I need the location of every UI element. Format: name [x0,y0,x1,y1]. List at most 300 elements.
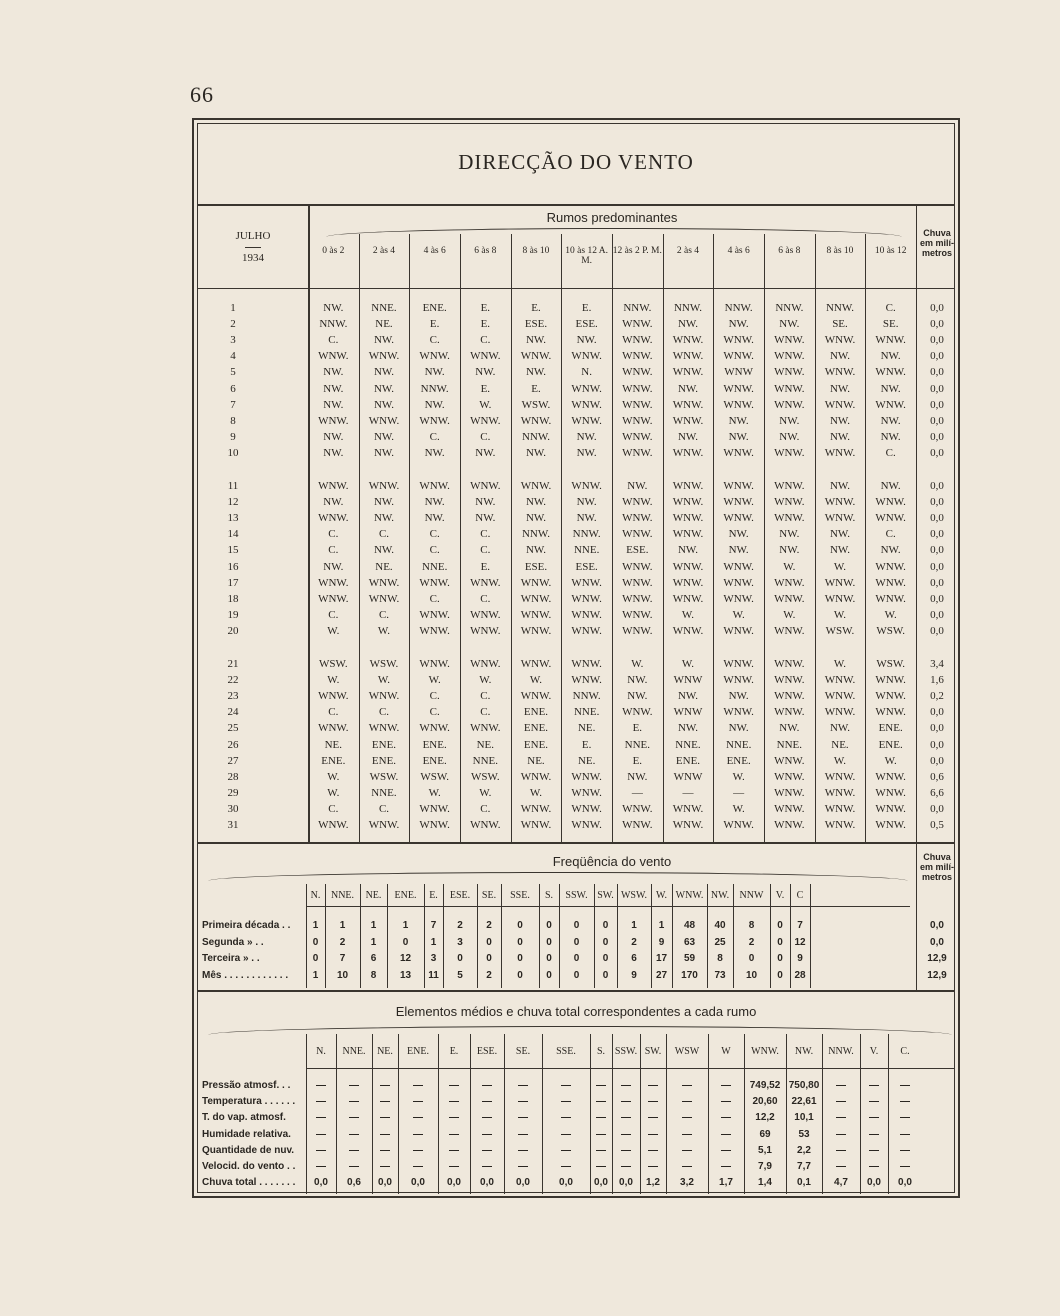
freq-cell: 6 [370,953,377,964]
rain-cell: 0,0 [930,382,944,395]
freq-column-header: W. [655,890,668,901]
direction-cell: NW. [576,334,597,347]
direction-cell: NW. [880,382,901,395]
rain-cell: 0,0 [930,722,944,735]
direction-cell: NW. [373,382,395,395]
element-cell: 0,0 [559,1177,573,1189]
element-cell: — [682,1161,692,1172]
direction-cell: WNW. [571,770,602,783]
freq-cell: 1 [370,920,377,931]
direction-cell: WNW. [875,366,906,379]
direction-cell: NNW. [521,528,550,541]
element-cell: 20,60 [752,1096,778,1108]
direction-cell: WSW. [876,658,905,670]
direction-cell: NW. [323,302,344,314]
element-column-header: E. [449,1046,459,1057]
element-cell: 0,0 [447,1177,461,1189]
direction-cell: WNW. [368,592,400,605]
element-cell: — [621,1144,631,1156]
direction-cell: W. [479,674,492,687]
freq-cell: 0 [517,920,523,931]
direction-cell: W. [631,658,644,670]
direction-cell: E. [480,382,491,395]
direction-cell: WNW. [368,722,400,735]
direction-cell: C. [480,528,491,541]
direction-cell: WNW. [318,480,349,492]
freq-row-label: Mês . . . . . . . . . . . . [202,969,289,981]
direction-cell: WNW. [520,690,552,703]
element-cell: — [596,1128,606,1140]
direction-cell: WNW. [824,786,856,799]
element-column-header: NNW. [828,1046,854,1057]
direction-cell: WNW. [875,706,906,719]
direction-cell: NW. [323,366,344,379]
rain-cell: 0,0 [930,560,944,573]
element-cell: — [836,1144,846,1156]
element-cell: — [648,1128,658,1140]
direction-cell: NW. [677,318,699,331]
element-cell: 3,2 [680,1177,694,1189]
direction-cell: C. [480,544,491,557]
month-divider [245,247,261,248]
direction-cell: WNW. [470,350,501,363]
direction-cell: NW. [779,722,800,735]
element-column-header: NE. [377,1046,393,1057]
direction-cell: WNW. [774,770,805,783]
element-cell: — [721,1096,731,1108]
freq-cell: 0 [573,936,580,948]
direction-cell: C. [328,706,339,719]
direction-cell: WNW. [419,658,450,670]
direction-cell: NW. [728,544,749,557]
direction-cell: WNW. [672,334,704,347]
rain-cell: 0,0 [930,350,944,363]
freq-cell: 0 [602,920,609,931]
direction-cell: NW. [373,496,395,509]
direction-cell: WNW. [774,802,805,815]
direction-cell: WNW. [419,722,450,735]
direction-cell: C. [429,592,440,605]
direction-cell: ENE. [878,738,903,751]
direction-cell: WNW. [723,819,754,831]
element-cell: — [836,1112,846,1124]
direction-cell: WNW. [875,786,906,799]
element-cell: — [349,1080,359,1091]
freq-cell: 7 [797,920,803,931]
direction-cell: NW. [677,430,699,443]
direction-cell: NW. [779,544,800,557]
freq-cell: 11 [428,969,439,981]
direction-cell: WNW. [571,414,602,427]
direction-cell: WNW. [571,674,602,687]
direction-cell: WNW. [622,398,653,411]
direction-cell: — [682,786,694,799]
element-cell: 0,0 [516,1177,530,1189]
element-cell: — [648,1096,658,1108]
direction-cell: NW. [779,414,800,427]
element-column-header: SSE. [556,1046,576,1057]
direction-cell: WNW. [470,624,501,637]
direction-cell: NW. [525,496,547,509]
element-cell: 7,7 [797,1161,811,1172]
direction-cell: NE. [831,738,849,751]
direction-cell: NW. [373,544,395,557]
direction-cell: NNE. [776,738,802,751]
day-number: 21 [227,658,239,670]
direction-cell: WNW. [622,318,653,331]
direction-cell: C. [378,802,390,815]
direction-cell: NW. [424,366,445,379]
direction-cell: WNW. [622,802,653,815]
rain-header-2: Chuva em milí- metros [919,852,954,882]
direction-cell: WNW. [318,576,349,589]
direction-cell: W. [681,658,695,670]
freq-column-header: WNW. [675,890,704,901]
direction-cell: W. [529,674,543,687]
element-cell: 0,0 [867,1177,881,1189]
freq-cell: 0 [517,936,523,948]
direction-cell: WNW. [622,624,653,637]
element-cell: 7,9 [758,1161,772,1172]
element-cell: — [380,1112,390,1124]
element-cell: — [449,1144,459,1156]
freq-cell: 2 [339,936,346,948]
direction-cell: WNW. [318,350,349,363]
day-number: 15 [227,544,239,557]
column-header: 4 às 6 [727,246,750,256]
element-cell: — [482,1080,492,1091]
direction-cell: NW. [373,334,395,347]
direction-cell: NNE. [371,786,397,799]
direction-cell: NNW. [623,302,652,314]
freq-cell: 2 [486,920,492,931]
direction-cell: NW. [728,430,749,443]
rain-cell: 0,0 [930,592,944,605]
direction-cell: C. [429,544,440,557]
element-cell: — [518,1112,528,1124]
column-header: 6 às 8 [474,246,497,256]
day-number: 9 [230,430,236,443]
direction-cell: NW. [627,770,648,783]
direction-cell: W. [833,754,847,767]
day-number: 14 [227,528,239,541]
element-cell: 0,0 [480,1177,494,1189]
direction-cell: WNW. [672,528,704,541]
element-cell: — [721,1080,731,1091]
direction-cell: — [631,786,643,799]
direction-cell: WNW. [672,560,704,573]
direction-cell: WNW. [419,819,450,831]
direction-cell: WNW. [622,576,653,589]
direction-cell: NW. [627,674,648,687]
direction-cell: WNW. [520,819,552,831]
freq-cell: 1 [631,920,637,931]
direction-cell: WNW. [571,382,602,395]
direction-cell: WNW. [419,624,450,637]
direction-cell: WNW. [520,480,552,492]
element-cell: — [648,1112,658,1124]
direction-cell: WSW. [420,770,449,783]
direction-cell: WNW. [470,722,501,735]
direction-cell: WNW. [723,624,754,637]
freq-cell: 0 [312,936,319,948]
direction-cell: NW. [323,560,344,573]
direction-cell: WNW. [723,706,754,719]
element-cell: 5,1 [758,1144,772,1156]
direction-cell: WNW. [723,480,754,492]
direction-cell: WNW. [824,366,856,379]
freq-column-header: SSE. [510,890,530,901]
direction-cell: WNW [673,706,703,719]
direction-cell: WNW. [672,624,704,637]
direction-cell: WNW. [368,819,400,831]
element-column-header: NW. [794,1046,814,1057]
freq-cell: 0 [312,953,319,964]
direction-cell: C. [429,334,440,347]
element-cell: — [596,1096,606,1108]
rain-header-1: Chuva em milí- metros [919,228,954,258]
element-cell: — [482,1096,492,1108]
element-cell: 0,0 [411,1177,425,1189]
element-cell: — [380,1096,390,1108]
element-cell: — [518,1161,528,1172]
direction-cell: C. [885,446,896,459]
freq-cell: 2 [748,936,755,948]
rain-cell: 0,0 [930,446,944,459]
element-cell: 22,61 [791,1096,817,1108]
direction-cell: WNW. [875,560,906,573]
element-cell: — [869,1128,879,1140]
direction-cell: WNW [724,366,754,379]
direction-cell: NW. [576,430,597,443]
element-column-header: WNW. [751,1046,779,1057]
direction-cell: W. [529,786,543,799]
element-cell: — [648,1144,658,1156]
direction-cell: NW. [323,446,344,459]
element-cell: — [518,1096,528,1108]
element-cell: — [721,1128,731,1140]
direction-cell: WNW. [571,576,602,589]
direction-cell: W. [833,658,847,670]
freq-cell: 170 [681,969,698,981]
day-number: 24 [227,706,239,719]
direction-cell: WNW. [723,560,754,573]
element-cell: — [380,1144,390,1156]
direction-cell: W. [833,608,847,621]
elements-brace [208,1026,952,1035]
direction-cell: ENE. [726,754,751,767]
direction-cell: ENE. [878,722,903,735]
direction-cell: WNW. [723,496,754,509]
table-inner [197,123,955,1193]
direction-cell: ESE. [524,318,548,331]
direction-cell: WNW. [774,334,805,347]
direction-cell: WNW. [672,802,704,815]
table-frame [192,118,960,1198]
freq-cell: 0 [602,969,609,981]
direction-cell: SE. [832,318,848,331]
direction-cell: WNW. [875,819,906,831]
direction-cell: NW. [323,430,344,443]
direction-cell: W. [884,608,897,621]
element-cell: — [316,1080,326,1091]
element-cell: — [682,1128,692,1140]
element-cell: 0,6 [347,1177,361,1189]
direction-cell: WNW. [622,560,653,573]
direction-cell: NNW. [775,302,804,314]
freq-cell: 0 [602,953,609,964]
direction-cell: WNW. [723,334,754,347]
direction-cell: NE. [527,754,545,767]
element-cell: — [561,1096,571,1108]
direction-cell: WNW. [774,754,805,767]
element-cell: — [413,1096,423,1108]
direction-cell: NW. [525,366,547,379]
rain-cell: 0,0 [930,496,944,509]
direction-cell: W. [833,560,847,573]
direction-cell: NW. [728,690,749,703]
freq-column-header: S. [544,890,554,901]
element-cell: — [561,1128,571,1140]
direction-cell: NW. [525,544,547,557]
rain-cell: 0,0 [930,430,944,443]
freq-cell: 10 [336,969,349,981]
direction-cell: C. [378,608,390,621]
element-column-header: SW. [644,1046,662,1057]
direction-cell: C. [378,706,390,719]
direction-cell: NW. [475,496,496,509]
direction-cell: WNW. [571,350,602,363]
element-cell: — [518,1080,528,1091]
direction-cell: WNW. [672,576,704,589]
direction-cell: NW. [373,398,395,411]
direction-cell: WSW. [319,658,348,670]
day-number: 17 [227,576,239,589]
direction-cell: WNW. [723,658,754,670]
freq-cell: 1 [658,920,665,931]
direction-cell: WNW. [672,366,704,379]
direction-cell: NE. [577,722,596,735]
direction-cell: NW. [373,430,395,443]
direction-cell: WNW. [318,819,349,831]
freq-cell: 7 [339,953,346,964]
direction-cell: NW. [323,382,344,395]
direction-cell: NW. [880,350,901,363]
day-number: 30 [227,802,239,815]
freq-cell: 63 [683,936,696,948]
element-cell: — [596,1080,606,1091]
direction-cell: WNW. [368,576,400,589]
element-cell: — [648,1080,658,1091]
day-number: 2 [230,318,236,331]
direction-cell: NW. [475,512,496,525]
element-cell: — [380,1161,390,1172]
element-cell: — [413,1080,423,1091]
day-number: 29 [227,786,239,799]
direction-cell: WNW [673,770,703,783]
element-column-header: WSW [674,1046,700,1057]
freq-cell: 8 [717,953,723,964]
element-cell: — [596,1144,606,1156]
direction-cell: WNW. [622,592,653,605]
direction-cell: NW. [323,398,344,411]
element-cell: — [449,1096,459,1108]
rain-cell: 0,0 [930,608,944,621]
element-row-label: Temperatura . . . . . . [202,1096,296,1108]
element-cell: — [349,1112,359,1124]
direction-cell: NNE. [725,738,752,751]
freq-column-header: NW. [710,890,730,901]
direction-cell: WNW. [368,350,400,363]
direction-cell: NW. [829,414,851,427]
direction-cell: C. [480,706,491,719]
element-cell: — [316,1128,326,1140]
direction-cell: WNW. [520,576,552,589]
direction-cell: WSW. [521,398,551,411]
direction-cell: W. [732,802,745,815]
day-number: 12 [227,496,239,509]
rain-cell: 0,0 [930,302,944,314]
direction-cell: ENE. [422,302,447,314]
direction-cell: NW. [728,318,749,331]
direction-cell: WNW. [774,786,805,799]
element-cell: — [621,1128,631,1140]
freq-cell: 8 [370,969,377,981]
day-number: 6 [230,382,236,395]
element-column-header: C. [900,1046,910,1057]
direction-cell: C. [429,430,440,443]
freq-cell: 0 [602,936,609,948]
direction-cell: ESE. [524,560,548,573]
freq-cell: 17 [655,953,668,964]
direction-cell: WNW. [875,674,906,687]
direction-cell: W. [327,624,340,637]
element-cell: — [869,1112,879,1124]
direction-cell: WNW. [875,770,906,783]
freq-cell: 3 [457,936,463,948]
rain-cell: 0,0 [930,754,944,767]
direction-cell: NW. [829,528,851,541]
direction-cell: WNW. [622,608,653,621]
element-cell: — [449,1112,459,1124]
element-cell: — [721,1144,731,1156]
direction-cell: SE. [882,318,899,331]
freq-column-header: SE. [481,890,497,901]
element-cell: — [836,1128,846,1140]
direction-cell: NW. [829,480,851,492]
direction-cell: W. [428,674,441,687]
day-number: 18 [227,592,239,605]
direction-cell: WNW. [672,496,704,509]
column-header: 8 às 10 [826,246,854,256]
freq-cell: 2 [631,936,637,948]
freq-cell: 0 [777,969,783,981]
freq-cell: 0 [486,936,492,948]
day-number: 25 [227,722,239,735]
direction-cell: NW. [728,722,749,735]
direction-cell: NNW. [420,382,449,395]
direction-cell: WNW. [875,690,906,703]
direction-cell: NW. [525,446,547,459]
day-number: 20 [227,624,239,637]
direction-cell: E. [531,382,541,395]
rain-cell: 1,6 [930,674,944,687]
direction-cell: WNW. [622,528,653,541]
element-cell: — [869,1144,879,1156]
direction-cell: WNW. [774,592,805,605]
day-number: 5 [230,366,236,379]
direction-cell: NNE. [371,302,397,314]
